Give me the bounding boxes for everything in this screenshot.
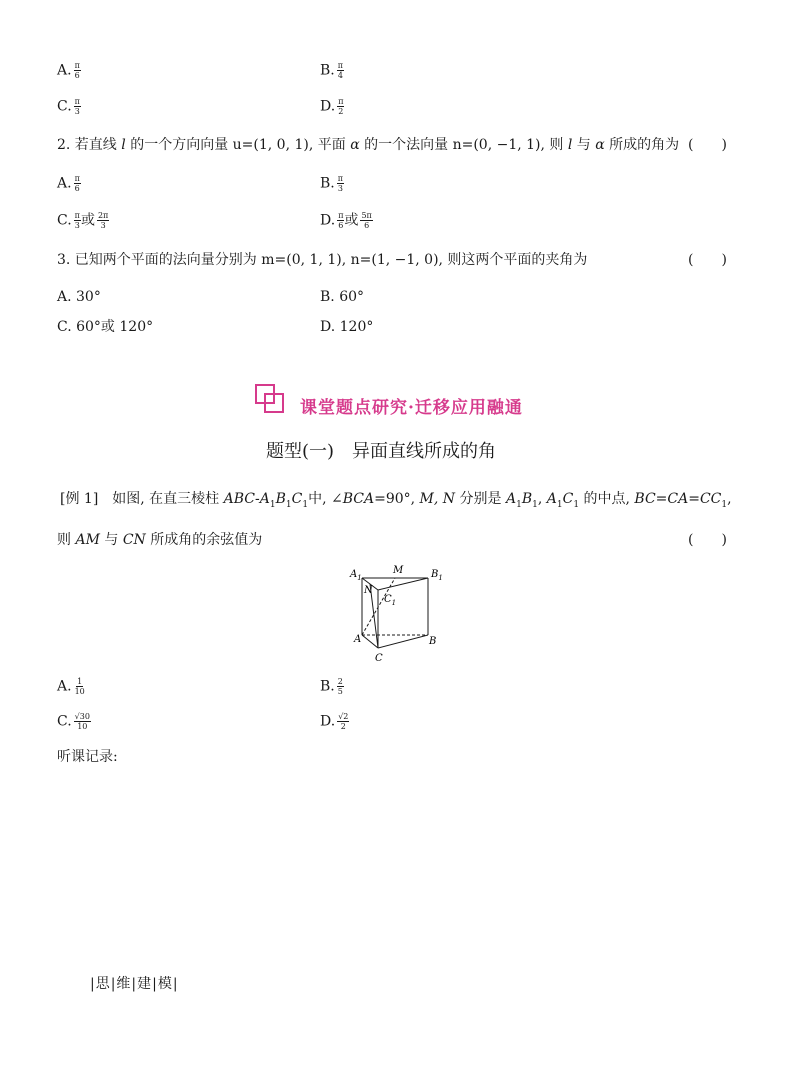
thinking-model-tag: |思|维|建|模| (90, 976, 179, 992)
overlapping-squares-icon (254, 383, 288, 415)
q1-option-b: B. $\frac{\pi}{4}$ (320, 61, 344, 80)
edge-c1-b1 (378, 578, 428, 590)
label-c: C (375, 653, 383, 664)
question-2-text: 2. 若直线 l 的一个方向向量 u=(1, 0, 1), 平面 α 的一个法向量 n=(0, −1, 1), 则 l 与 α 所成的角为 (57, 137, 680, 153)
label-a: A (354, 634, 362, 645)
example-1-answer-paren: ( ) (688, 532, 727, 548)
q2-option-d: D. $\frac{\pi}{6}$ 或 $\frac{5\pi}{6}$ (320, 211, 372, 230)
example-option-c: C. $\frac{√30}{10}$ (57, 712, 90, 731)
q3-option-d: D. 120° (320, 319, 374, 335)
example-option-d: D. $\frac{√2}{2}$ (320, 712, 349, 731)
q3-option-a: A. 30° (57, 289, 101, 305)
q2-option-c: C. $\frac{\pi}{3}$ 或 $\frac{2\pi}{3}$ (57, 211, 109, 230)
example-option-a: A. $\frac{1}{10}$ (57, 677, 85, 696)
q2-option-a: A. $\frac{\pi}{6}$ (57, 174, 80, 193)
example-1-line-1: [例 1] 如图, 在直三棱柱 ABC-$A_1B_1C_1$中, ∠BCA=90°, M, N 分别是 $A_1B_1$, $A_1C_1$ 的中点, $BC=CA=CC_1$, (60, 491, 732, 510)
label-a1: $A_1$ (350, 569, 362, 582)
label-b: B (429, 636, 437, 647)
section-title: 题型(一) 异面直线所成的角 (266, 441, 497, 462)
example-1-line-2: 则 AM 与 CN 所成角的余弦值为 (57, 532, 263, 548)
label-c1: $C_1$ (384, 594, 397, 607)
label-b1: $B_1$ (431, 569, 443, 582)
label-m: M (393, 565, 404, 576)
question-3-text: 3. 已知两个平面的法向量分别为 m=(0, 1, 1), n=(1, −1, 0), 则这两个平面的夹角为 (57, 252, 588, 268)
section-banner: 课堂题点研究·迁移应用融通 (300, 398, 523, 418)
label-n: N (364, 585, 373, 596)
triangular-prism-figure (340, 560, 460, 670)
q3-option-b: B. 60° (320, 289, 365, 305)
question-2-answer-paren: ( ) (688, 137, 727, 153)
q1-option-d: D. $\frac{\pi}{2}$ (320, 97, 344, 116)
edge-a-c (362, 635, 378, 648)
example-option-b: B. $\frac{2}{5}$ (320, 677, 343, 696)
q2-option-b: B. $\frac{\pi}{3}$ (320, 174, 344, 193)
question-3-answer-paren: ( ) (688, 252, 727, 268)
q1-option-c: C. $\frac{\pi}{3}$ (57, 97, 80, 116)
edge-c-b (378, 635, 428, 648)
q1-option-a: A. $\frac{\pi}{6}$ (57, 61, 80, 80)
notes-label: 听课记录: (57, 749, 118, 765)
q3-option-c: C. 60°或 120° (57, 319, 154, 335)
